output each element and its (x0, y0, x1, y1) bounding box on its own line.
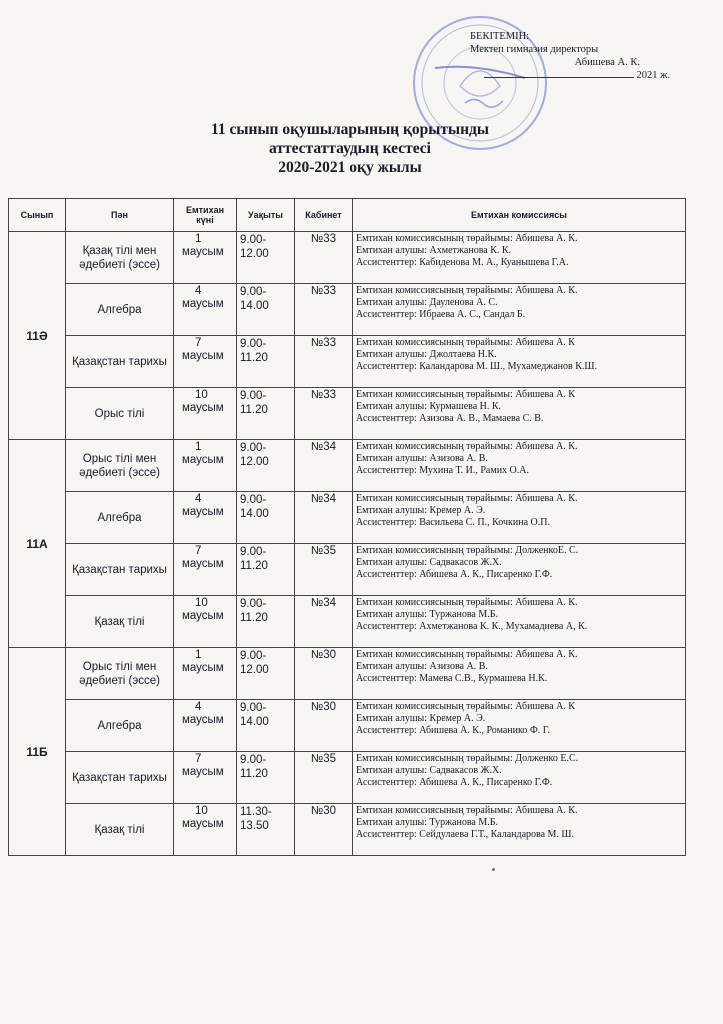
commission-assistants: Ассистенттер: Каландарова М. Ш., Мухамеджанов К.Ш. (356, 361, 597, 372)
table-row (9, 440, 686, 492)
time-cell (237, 752, 295, 804)
time-cell (237, 284, 295, 336)
class-cell: 11Б (9, 648, 66, 856)
exam-day: 1 (195, 441, 202, 453)
commission-assistants: Ассистенттер: Ахметжанова К. К., Мухамадиева А, К. (356, 621, 588, 632)
exam-month: маусым (182, 246, 224, 258)
exam-day: 7 (195, 753, 202, 765)
exam-date-cell (174, 804, 237, 856)
time-start: 9.00- (240, 754, 267, 766)
time-end: 11.20 (240, 560, 268, 572)
exam-day: 4 (195, 701, 202, 713)
header-commission: Емтихан комиссиясы (353, 199, 686, 232)
commission-examiner: Емтихан алушы: Азизова А. В. (356, 453, 488, 464)
title-line-1: 11 сынып оқушыларының қорытынды (211, 121, 489, 138)
exam-month: маусым (182, 662, 224, 674)
commission-chair: Емтихан комиссиясының төрайымы: ДолженкоЕ. С. (356, 545, 579, 556)
exam-month: маусым (182, 714, 224, 726)
commission-chair: Емтихан комиссиясының төрайымы: Абишева А. К. (356, 441, 578, 452)
time-cell (237, 492, 295, 544)
commission-assistants: Ассистенттер: Мамева С.В., Курмашева Н.К. (356, 673, 548, 684)
table-row (9, 648, 686, 700)
time-end: 14.00 (240, 300, 269, 312)
header-exam-date: Емтихан күні (174, 199, 237, 232)
room-cell: №33 (295, 284, 353, 336)
subject-cell: Орыс тілі мен әдебиеті (эссе) (66, 440, 174, 492)
time-start: 9.00- (240, 390, 267, 402)
subject-cell: Қазақ тілі мен әдебиеті (эссе) (66, 232, 174, 284)
exam-day: 7 (195, 337, 202, 349)
time-start: 9.00- (240, 702, 267, 714)
exam-date-cell (174, 544, 237, 596)
commission-cell (353, 232, 686, 284)
time-start: 9.00- (240, 286, 267, 298)
exam-date-cell (174, 752, 237, 804)
exam-date-cell (174, 700, 237, 752)
exam-date-cell (174, 492, 237, 544)
commission-examiner: Емтихан алушы: Садвакасов Ж.Х. (356, 765, 502, 776)
title-line-2: аттестаттаудың кестесі (269, 140, 431, 157)
subject-cell: Алгебра (66, 492, 174, 544)
subject-cell: Алгебра (66, 284, 174, 336)
room-cell: №35 (295, 544, 353, 596)
commission-chair: Емтихан комиссиясының төрайымы: Абишева А. К. (356, 233, 578, 244)
commission-cell (353, 648, 686, 700)
exam-date-cell (174, 648, 237, 700)
time-end: 12.00 (240, 456, 269, 468)
subject-cell: Қазақстан тарихы (66, 544, 174, 596)
commission-assistants: Ассистенттер: Сейдулаева Г.Т., Каландарова М. Ш. (356, 829, 575, 840)
time-cell (237, 804, 295, 856)
commission-examiner: Емтихан алушы: Азизова А. В. (356, 661, 488, 672)
exam-month: маусым (182, 610, 224, 622)
scan-speck (492, 868, 495, 871)
exam-month: маусым (182, 350, 224, 362)
header-room: Кабинет (295, 199, 353, 232)
table-row (9, 804, 686, 856)
exam-day: 4 (195, 493, 202, 505)
table-row (9, 388, 686, 440)
commission-assistants: Ассистенттер: Абишева А. К., Романико Ф. Г. (356, 725, 550, 736)
exam-date-cell (174, 232, 237, 284)
time-end: 14.00 (240, 508, 269, 520)
commission-chair: Емтихан комиссиясының төрайымы: Абишева А. К. (356, 285, 578, 296)
subject-cell: Орыс тілі (66, 388, 174, 440)
exam-date-cell (174, 336, 237, 388)
subject-cell: Қазақстан тарихы (66, 752, 174, 804)
commission-examiner: Емтихан алушы: Ахметжанова К. К. (356, 245, 512, 256)
class-cell: 11А (9, 440, 66, 648)
commission-assistants: Ассистенттер: Кабиденова М. А., Куанышева Г.А. (356, 257, 569, 268)
exam-schedule-table (8, 198, 686, 856)
table-row (9, 336, 686, 388)
time-start: 11.30- (240, 806, 272, 818)
room-cell: №33 (295, 232, 353, 284)
approval-position: Мектеп гимназия директоры (470, 44, 599, 55)
exam-month: маусым (182, 766, 224, 778)
exam-date-cell (174, 440, 237, 492)
commission-cell (353, 752, 686, 804)
time-start: 9.00- (240, 442, 267, 454)
exam-day: 10 (195, 389, 208, 401)
time-start: 9.00- (240, 598, 267, 610)
time-cell (237, 544, 295, 596)
exam-month: маусым (182, 506, 224, 518)
time-end: 11.20 (240, 612, 268, 624)
room-cell: №30 (295, 804, 353, 856)
table-row (9, 700, 686, 752)
time-cell (237, 336, 295, 388)
approval-date: 2021 ж. (470, 69, 670, 82)
exam-day: 1 (195, 649, 202, 661)
commission-chair: Емтихан комиссиясының төрайымы: Абишева А. К. (356, 597, 578, 608)
room-cell: №34 (295, 492, 353, 544)
commission-chair: Емтихан комиссиясының төрайымы: Абишева А. К. (356, 805, 578, 816)
exam-day: 4 (195, 285, 202, 297)
time-start: 9.00- (240, 234, 267, 246)
room-cell: №35 (295, 752, 353, 804)
approval-signatory: Абишева А. К. (574, 57, 640, 68)
commission-examiner: Емтихан алушы: Джолтаева Н.К. (356, 349, 497, 360)
time-cell (237, 596, 295, 648)
document-title (150, 120, 550, 177)
commission-cell (353, 388, 686, 440)
time-cell (237, 700, 295, 752)
exam-day: 10 (195, 805, 208, 817)
time-end: 11.20 (240, 352, 268, 364)
time-end: 13.50 (240, 820, 269, 832)
exam-date-cell (174, 284, 237, 336)
time-start: 9.00- (240, 546, 267, 558)
title-line-3: 2020-2021 оқу жылы (278, 159, 422, 176)
time-end: 12.00 (240, 664, 269, 676)
commission-chair: Емтихан комиссиясының төрайымы: Абишева А. К. (356, 649, 578, 660)
room-cell: №34 (295, 596, 353, 648)
commission-cell (353, 336, 686, 388)
table-row (9, 544, 686, 596)
time-end: 11.20 (240, 768, 268, 780)
time-start: 9.00- (240, 650, 267, 662)
commission-assistants: Ассистенттер: Абишева А. К., Писаренко Г.Ф. (356, 777, 553, 788)
commission-chair: Емтихан комиссиясының төрайымы: Абишева А. К. (356, 493, 578, 504)
table-body (9, 232, 686, 856)
commission-examiner: Емтихан алушы: Курмашева Н. К. (356, 401, 502, 412)
exam-date-cell (174, 388, 237, 440)
subject-cell: Қазақ тілі (66, 804, 174, 856)
exam-month: маусым (182, 558, 224, 570)
commission-assistants: Ассистенттер: Ибраева А. С., Сандал Б. (356, 309, 526, 320)
commission-examiner: Емтихан алушы: Кремер А. Э. (356, 505, 486, 516)
commission-cell (353, 544, 686, 596)
table-header-row (9, 199, 686, 232)
commission-assistants: Ассистенттер: Абишева А. К., Писаренко Г.Ф. (356, 569, 553, 580)
commission-cell (353, 440, 686, 492)
commission-cell (353, 492, 686, 544)
exam-month: маусым (182, 298, 224, 310)
commission-examiner: Емтихан алушы: Дауленова А. С. (356, 297, 498, 308)
commission-assistants: Ассистенттер: Мухина Т. И., Рамих О.А. (356, 465, 529, 476)
commission-cell (353, 596, 686, 648)
exam-day: 7 (195, 545, 202, 557)
room-cell: №30 (295, 700, 353, 752)
header-time: Уақыты (237, 199, 295, 232)
room-cell: №34 (295, 440, 353, 492)
time-cell (237, 388, 295, 440)
exam-day: 1 (195, 233, 202, 245)
commission-chair: Емтихан комиссиясының төрайымы: Абишева А. К (356, 701, 575, 712)
commission-assistants: Ассистенттер: Азизова А. В., Мамаева С. В. (356, 413, 544, 424)
table-row (9, 232, 686, 284)
table-row (9, 284, 686, 336)
exam-date-cell (174, 596, 237, 648)
time-cell (237, 440, 295, 492)
commission-cell (353, 284, 686, 336)
exam-day: 10 (195, 597, 208, 609)
commission-examiner: Емтихан алушы: Туржанова М.Б. (356, 609, 499, 620)
commission-examiner: Емтихан алушы: Садвакасов Ж.Х. (356, 557, 502, 568)
header-class: Сынып (9, 199, 66, 232)
commission-chair: Емтихан комиссиясының төрайымы: Абишева А. К (356, 389, 575, 400)
commission-assistants: Ассистенттер: Васильева С. П., Кочкина О.П. (356, 517, 550, 528)
commission-cell (353, 700, 686, 752)
commission-examiner: Емтихан алушы: Кремер А. Э. (356, 713, 486, 724)
exam-month: маусым (182, 402, 224, 414)
time-cell (237, 648, 295, 700)
room-cell: №33 (295, 388, 353, 440)
time-start: 9.00- (240, 338, 267, 350)
subject-cell: Орыс тілі мен әдебиеті (эссе) (66, 648, 174, 700)
approval-block (470, 30, 670, 82)
approval-heading: БЕКІТЕМІН: (470, 31, 530, 42)
room-cell: №33 (295, 336, 353, 388)
table-row (9, 492, 686, 544)
subject-cell: Қазақ тілі (66, 596, 174, 648)
commission-chair: Емтихан комиссиясының төрайымы: Абишева А. К (356, 337, 575, 348)
room-cell: №30 (295, 648, 353, 700)
exam-month: маусым (182, 454, 224, 466)
header-subject: Пән (66, 199, 174, 232)
time-end: 11.20 (240, 404, 268, 416)
time-end: 14.00 (240, 716, 269, 728)
time-cell (237, 232, 295, 284)
time-start: 9.00- (240, 494, 267, 506)
exam-month: маусым (182, 818, 224, 830)
table-row (9, 596, 686, 648)
table-row (9, 752, 686, 804)
commission-examiner: Емтихан алушы: Туржанова М.Б. (356, 817, 499, 828)
subject-cell: Қазақстан тарихы (66, 336, 174, 388)
class-cell: 11Ә (9, 232, 66, 440)
subject-cell: Алгебра (66, 700, 174, 752)
time-end: 12.00 (240, 248, 269, 260)
commission-chair: Емтихан комиссиясының төрайымы: Долженко Е.С. (356, 753, 579, 764)
commission-cell (353, 804, 686, 856)
